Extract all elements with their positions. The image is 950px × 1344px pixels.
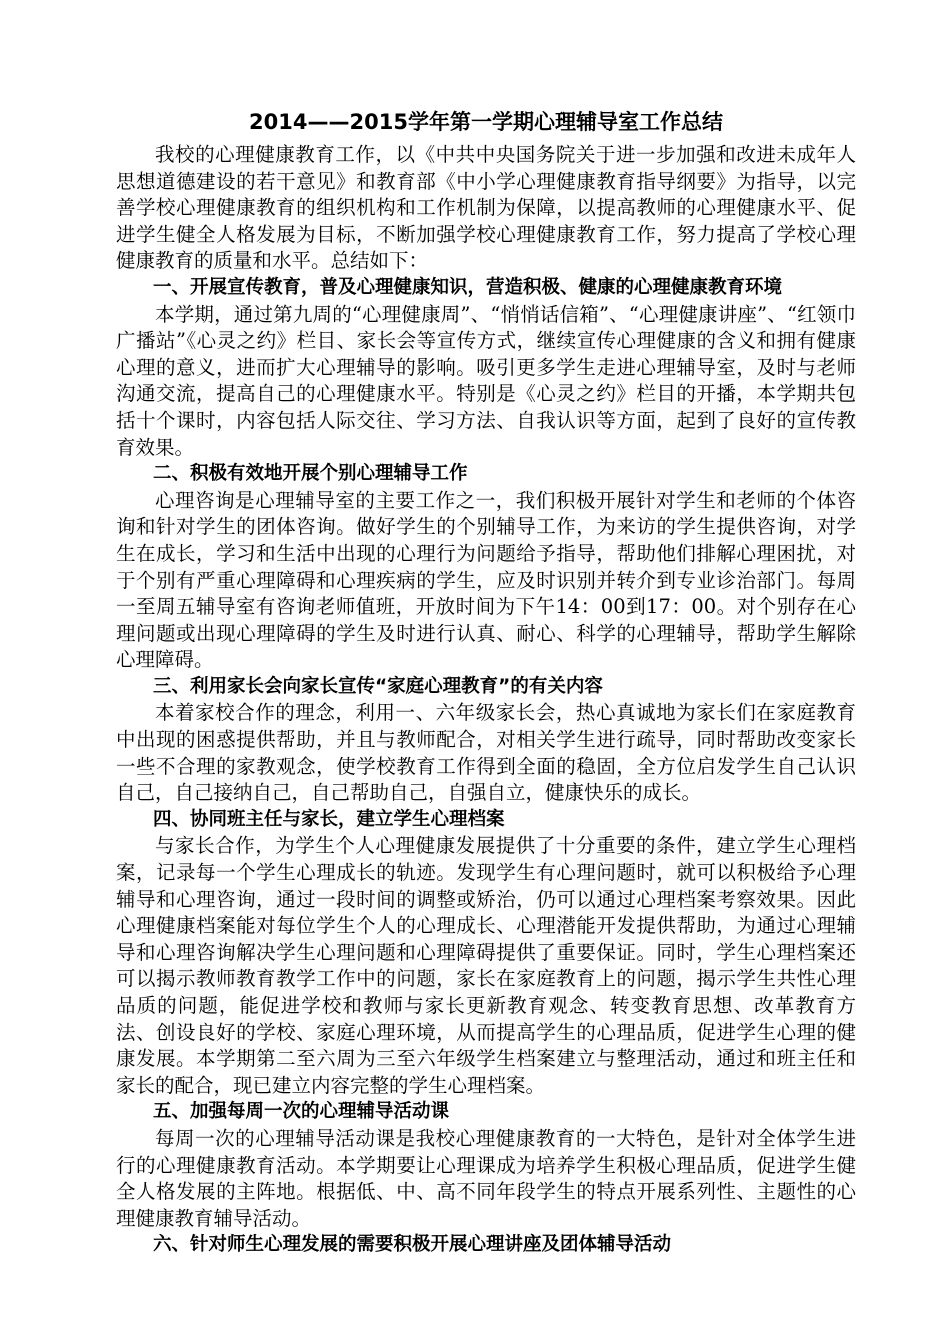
- document-title: 2014——2015学年第一学期心理辅导室工作总结: [249, 110, 723, 134]
- section-2-heading: 二、积极有效地开展个别心理辅导工作: [153, 463, 468, 485]
- intro-paragraph: 我校的心理健康教育工作，以《中共中央国务院关于进一步加强和改进未成年人思想道德建设的若干意见》和教育部《中小学心理健康教育指导纲要》为指导，以完善学校心理健康教育的组织机构和工作机制为保障，以提高教师的心理健康水平、促进学生健全人格发展为目标，不断加强学校心理健康教育工作，努力提高了学校心理健康教育的质量和水平。总结如下：: [116, 143, 856, 273]
- section-6-heading: 六、针对师生心理发展的需要积极开展心理讲座及团体辅导活动: [153, 1234, 672, 1256]
- section-3-body: 本着家校合作的理念，利用一、六年级家长会，热心真诚地为家长们在家庭教育中出现的困惑提供帮助，并且与教师配合，对相关学生进行疏导，同时帮助改变家长一些不合理的家教观念，使学校教育工作得到全面的稳固，全方位启发学生自己认识自己，自己接纳自己，自己帮助自己，自强自立，健康快乐的成长。: [116, 701, 856, 805]
- section-5-body: 每周一次的心理辅导活动课是我校心理健康教育的一大特色，是针对全体学生进行的心理健康教育活动。本学期要让心理课成为培养学生积极心理品质，促进学生健全人格发展的主阵地。根据低、中、高不同年段学生的特点开展系列性、主题性的心理健康教育辅导活动。: [116, 1126, 856, 1230]
- section-1-body: 本学期，通过第九周的“心理健康周”、“悄悄话信箱”、“心理健康讲座”、“红领巾广播站”《心灵之约》栏目、家长会等宣传方式，继续宣传心理健康的含义和拥有健康心理的意义，进而扩大心理辅导的影响。吸引更多学生走进心理辅导室，及时与老师沟通交流，提高自己的心理健康水平。特别是《心灵之约》栏目的开播，本学期共包括十个课时，内容包括人际交往、学习方法、自我认识等方面，起到了良好的宣传教育效果。: [116, 302, 856, 459]
- section-5-heading: 五、加强每周一次的心理辅导活动课: [153, 1101, 450, 1123]
- section-1-heading: 一、开展宣传教育，普及心理健康知识，营造积极、健康的心理健康教育环境: [153, 276, 783, 298]
- section-2-body: 心理咨询是心理辅导室的主要工作之一，我们积极开展针对学生和老师的个体咨询和针对学生的团体咨询。做好学生的个别辅导工作，为来访的学生提供咨询，对学生在成长，学习和生活中出现的心理行为问题给予指导，帮助他们排解心理困扰，对于个别有严重心理障碍和心理疾病的学生，应及时识别并转介到专业诊治部门。每周一至周五辅导室有咨询老师值班，开放时间为下午14：00到17：00。对个别存在心理问题或出现心理障碍的学生及时进行认真、耐心、科学的心理辅导，帮助学生解除心理障碍。: [116, 488, 856, 672]
- section-4-heading: 四、协同班主任与家长，建立学生心理档案: [153, 808, 505, 830]
- section-4-body: 与家长合作，为学生个人心理健康发展提供了十分重要的条件，建立学生心理档案，记录每一个学生心理成长的轨迹。发现学生有心理问题时，就可以积极给予心理辅导和心理咨询，通过一段时间的调整或矫治，仍可以通过心理档案考察效果。因此心理健康档案能对每位学生个人的心理成长、心理潜能开发提供帮助，为通过心理辅导和心理咨询解决学生心理问题和心理障碍提供了重要保证。同时，学生心理档案还可以揭示教师教育教学工作中的问题，家长在家庭教育上的问题，揭示学生共性心理品质的问题，能促进学校和教师与家长更新教育观念、转变教育思想、改革教育方法、创设良好的学校、家庭心理环境，从而提高学生的心理品质，促进学生心理的健康发展。本学期第二至六周为三至六年级学生档案建立与整理活动，通过和班主任和家长的配合，现已建立内容完整的学生心理档案。: [116, 834, 856, 1097]
- document-page: [116, 108, 856, 1259]
- section-3-heading: 三、利用家长会向家长宣传“家庭心理教育”的有关内容: [153, 675, 603, 697]
